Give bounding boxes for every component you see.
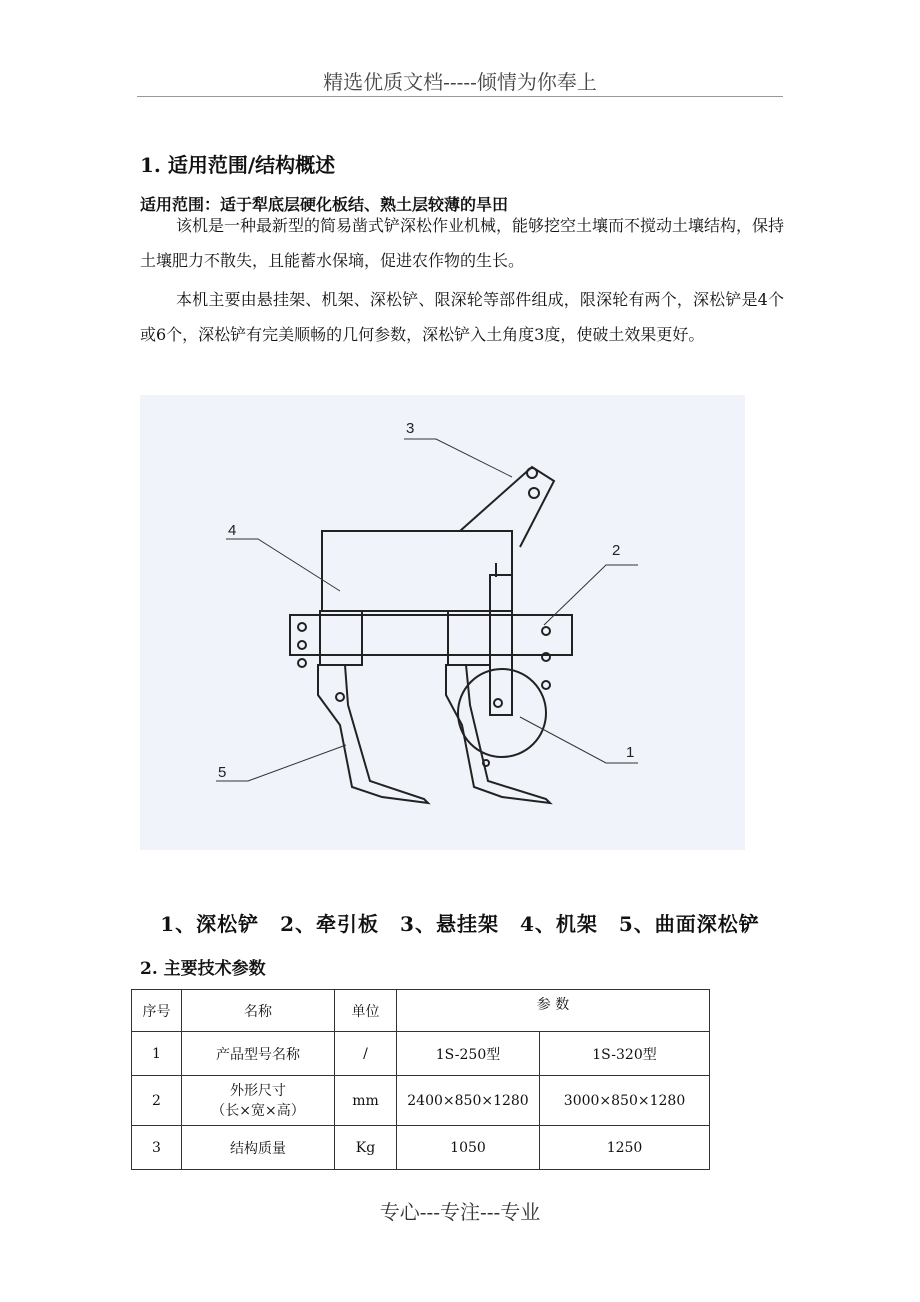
table-cell: 结构质量 [182, 1126, 335, 1170]
technical-parameters-table [131, 989, 710, 1170]
bolt-hole [298, 623, 306, 631]
label-2: 2 [612, 542, 621, 559]
main-beam [290, 615, 572, 655]
table-row [132, 1076, 710, 1126]
frame-box [322, 531, 512, 611]
leader-3 [404, 439, 512, 477]
label-5: 5 [218, 764, 227, 781]
subsoiler-drawing [140, 395, 745, 850]
paragraph-2: 本机主要由悬挂架、机架、深松铲、限深轮等部件组成，限深轮有两个，深松铲是4个或6个，深松铲有完美顺畅的几何参数，深松铲入土角度3度，使破土效果更好。 [140, 290, 784, 344]
bolt-hole [542, 681, 550, 689]
hitch-pin-hole [529, 488, 539, 498]
table-cell: mm [335, 1076, 397, 1126]
bolt-hole [298, 659, 306, 667]
page-header: 精选优质文档-----倾情为你奉上 [323, 70, 597, 94]
beam-clamp-right [448, 611, 490, 665]
table-row [132, 1032, 710, 1076]
hitch-arm [460, 467, 554, 547]
wheel-axle [494, 699, 502, 707]
table-cell: 3 [132, 1126, 182, 1170]
table-cell: 1250 [540, 1126, 710, 1170]
header-cell: 参 数 [397, 990, 710, 1032]
table-cell: 2 [132, 1076, 182, 1126]
header-cell: 名称 [182, 990, 335, 1032]
page-footer: 专心---专注---专业 [379, 1200, 541, 1224]
section-1-title: 1. 适用范围/结构概述 [140, 153, 336, 177]
header-rule [137, 96, 783, 97]
label-1: 1 [626, 744, 635, 761]
paragraph-1: 该机是一种最新型的简易凿式铲深松作业机械，能够挖空土壤而不搅动土壤结构，保持土壤肥力不散失，且能蓄水保墒，促进农作物的生长。 [140, 216, 785, 270]
table-cell [182, 1076, 335, 1126]
table-cell: Kg [335, 1126, 397, 1170]
application-scope: 适用范围：适于犁底层硬化板结、熟土层较薄的旱田 [140, 195, 509, 214]
shank-right [446, 665, 550, 803]
label-3: 3 [406, 420, 415, 437]
table-header-row [132, 990, 710, 1032]
bolt-hole [542, 627, 550, 635]
cell-line: （长×宽×高） [211, 1102, 305, 1119]
table-cell: 2400×850×1280 [397, 1076, 540, 1126]
table-cell: 3000×850×1280 [540, 1076, 710, 1126]
header-cell: 序号 [132, 990, 182, 1032]
cell-line: 外形尺寸 [230, 1082, 286, 1099]
label-4: 4 [228, 522, 237, 539]
table-cell: 1S-250型 [397, 1032, 540, 1076]
wheel-post [490, 575, 512, 715]
leader-5 [216, 745, 346, 781]
table-cell: / [335, 1032, 397, 1076]
bolt-hole [298, 641, 306, 649]
table-cell: 1 [132, 1032, 182, 1076]
table-cell: 1050 [397, 1126, 540, 1170]
figure-caption: 1、深松铲 2、牵引板 3、悬挂架 4、机架 5、曲面深松铲 [160, 912, 760, 936]
table-cell: 1S-320型 [540, 1032, 710, 1076]
shank-left [318, 665, 428, 803]
shank-bolt [336, 693, 344, 701]
beam-clamp-left [320, 611, 362, 665]
header-cell: 单位 [335, 990, 397, 1032]
section-2-title: 2. 主要技术参数 [140, 959, 266, 979]
hitch-pin-hole [527, 468, 537, 478]
subsoiler-diagram [140, 395, 745, 850]
shank-bolt [483, 760, 489, 766]
table-cell: 产品型号名称 [182, 1032, 335, 1076]
table-row [132, 1126, 710, 1170]
